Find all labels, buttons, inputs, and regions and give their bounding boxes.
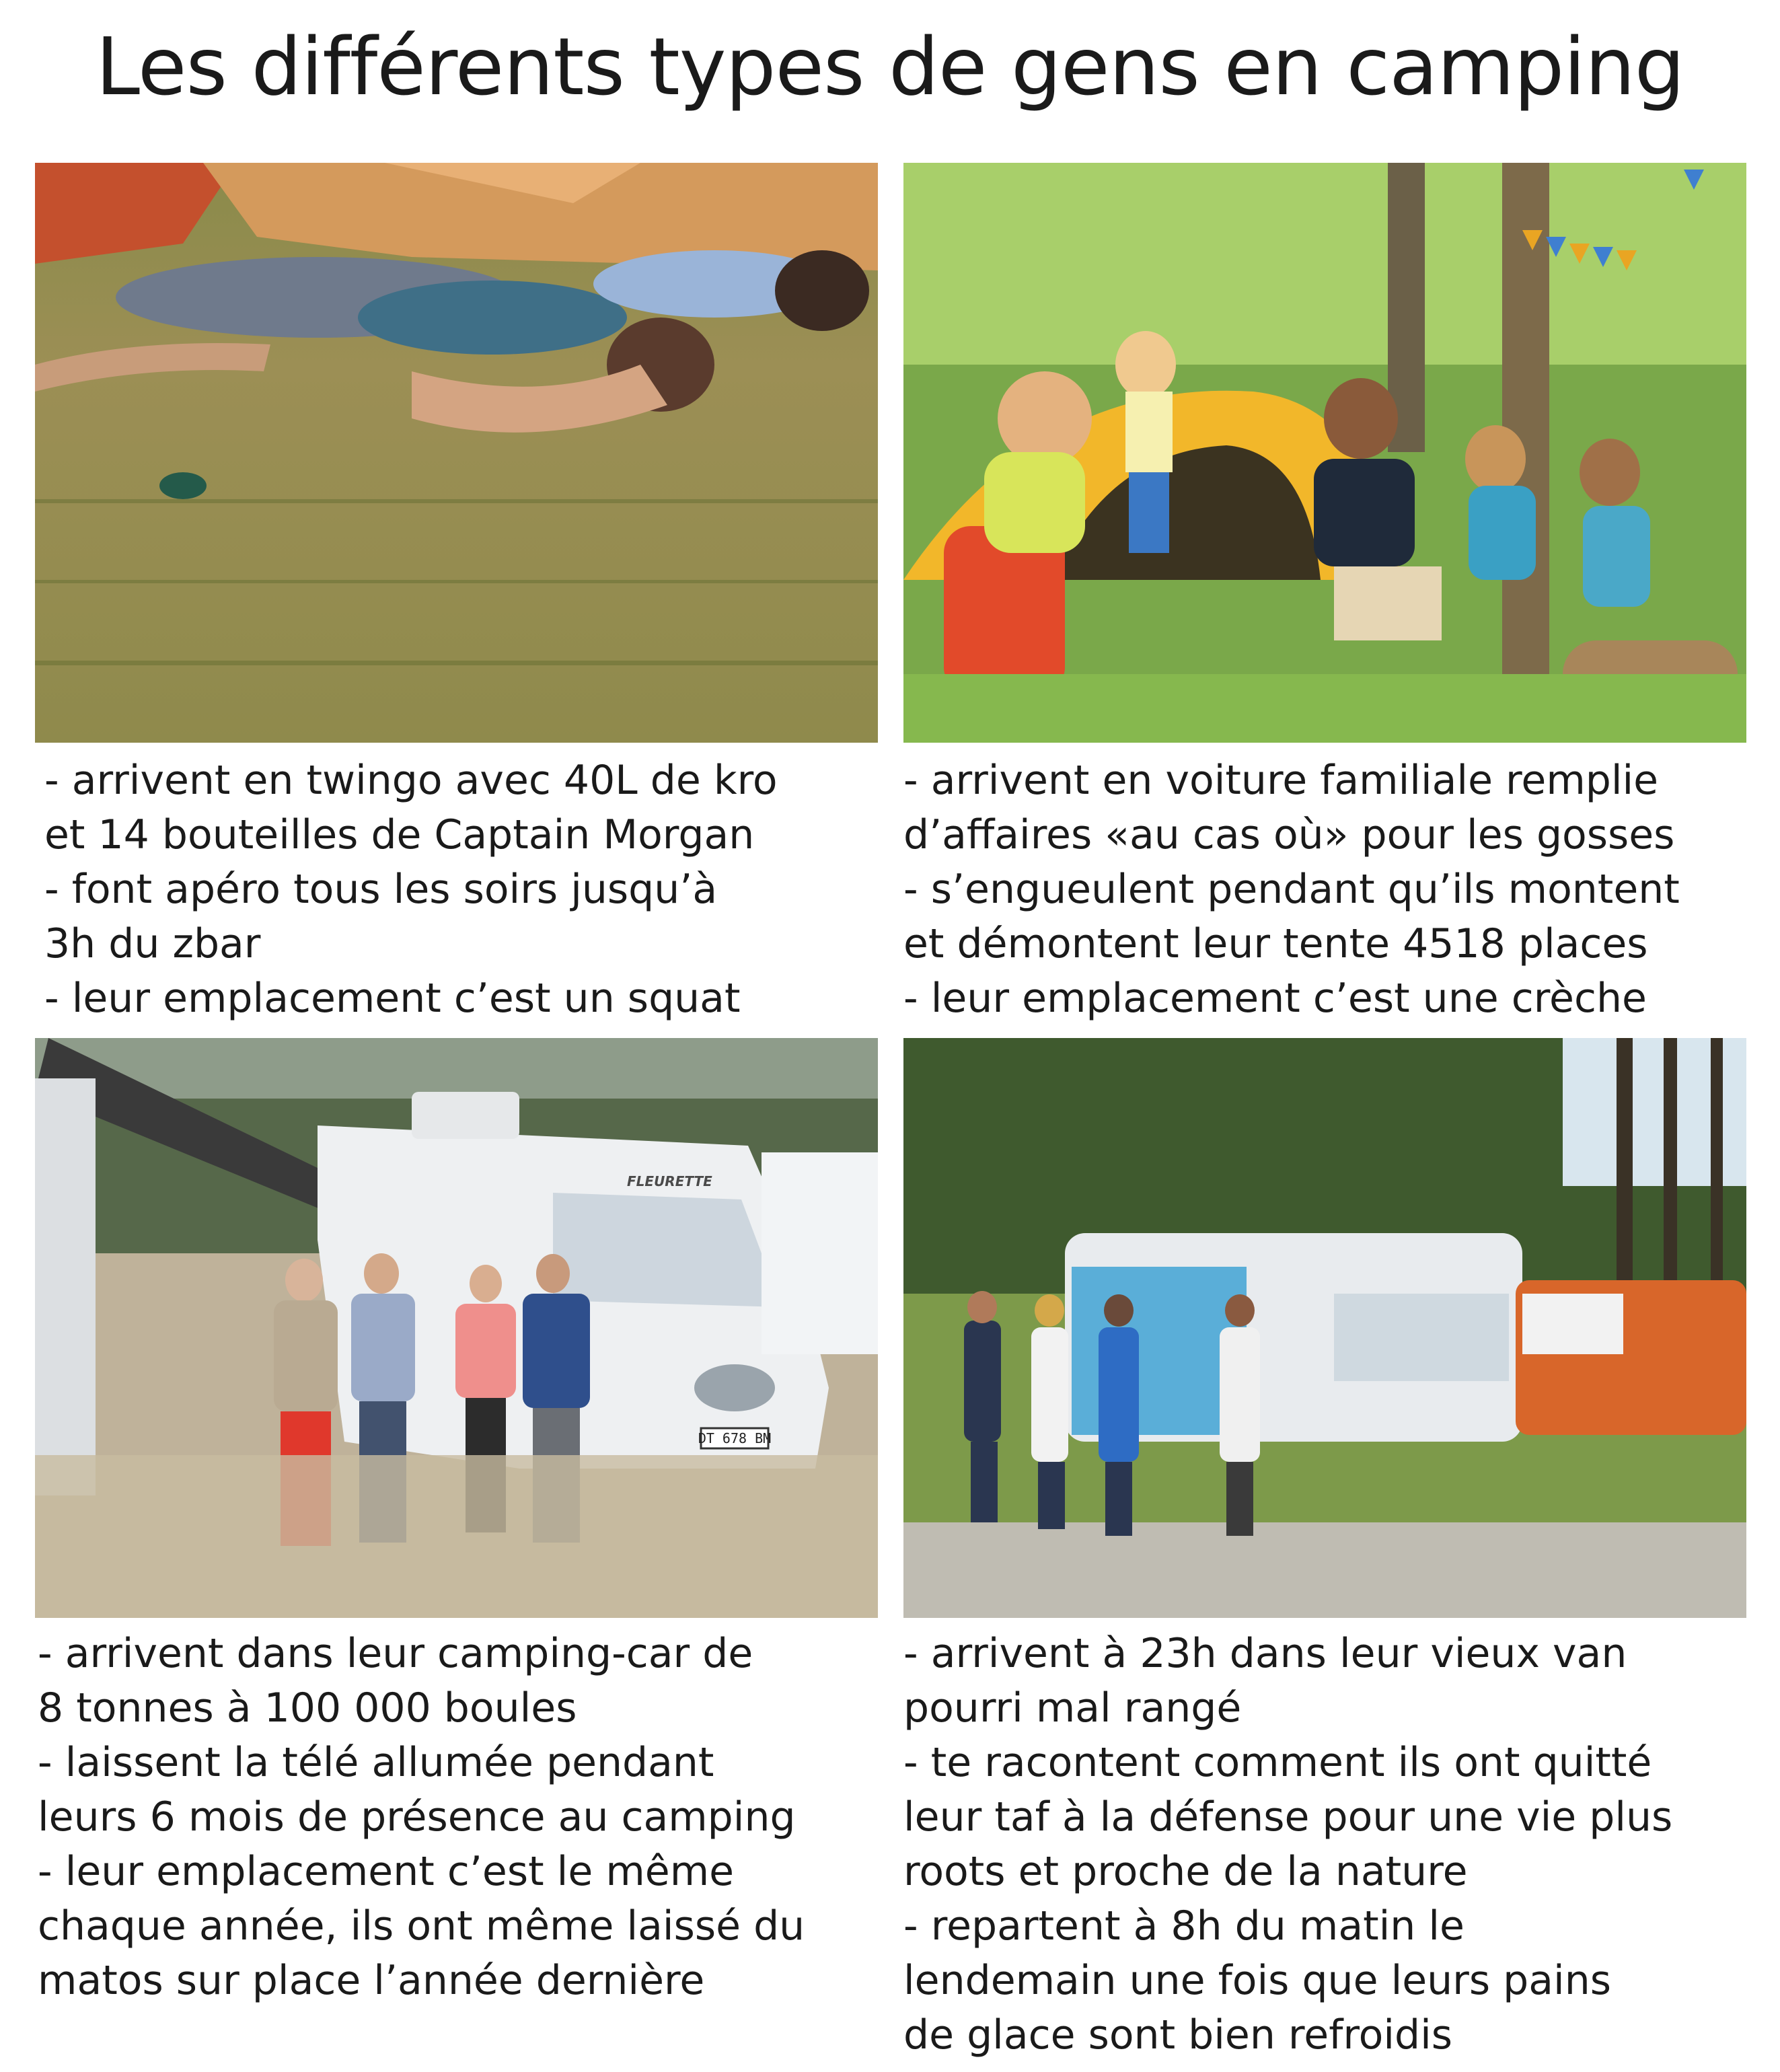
caption-line: 8 tonnes à 100 000 boules [38, 1685, 577, 1732]
camping-car-brand-text: FLEURETTE [627, 1173, 712, 1189]
caption-line: et démontent leur tente 4518 places [903, 920, 1648, 967]
drunk-young-campers-photo [35, 163, 878, 743]
caption-line: leur taf à la défense pour une vie plus [903, 1793, 1673, 1841]
caption-line: - leur emplacement c’est un squat [44, 975, 741, 1022]
old-van-hippies-photo [903, 1038, 1746, 1618]
caption-line: - te racontent comment ils ont quitté [903, 1739, 1652, 1786]
caption-family [903, 753, 1680, 1026]
caption-drunk-campers [44, 753, 778, 1026]
retirees-camping-car-photo [35, 1038, 878, 1618]
caption-line: - arrivent en twingo avec 40L de kro [44, 757, 778, 804]
caption-line: leurs 6 mois de présence au camping [38, 1793, 796, 1841]
caption-line: et 14 bouteilles de Captain Morgan [44, 811, 755, 858]
caption-line: de glace sont bien refroidis [903, 2011, 1453, 2059]
caption-line: - leur emplacement c’est le même [38, 1848, 735, 1895]
caption-line: - leur emplacement c’est une crèche [903, 975, 1647, 1022]
caption-line: d’affaires «au cas où» pour les gosses [903, 811, 1675, 858]
caption-retirees [38, 1627, 805, 2008]
caption-line: lendemain une fois que leurs pains [903, 1957, 1611, 2004]
caption-line: - arrivent en voiture familiale remplie [903, 757, 1659, 804]
family-tent-photo [903, 163, 1746, 743]
caption-van [903, 1627, 1672, 2063]
caption-line: - font apéro tous les soirs jusqu’à [44, 866, 718, 913]
caption-line: pourri mal rangé [903, 1685, 1242, 1732]
caption-line: roots et proche de la nature [903, 1848, 1468, 1895]
caption-line: - arrivent à 23h dans leur vieux van [903, 1630, 1627, 1677]
caption-line: - s’engueulent pendant qu’ils montent [903, 866, 1680, 913]
license-plate-text: DT 678 BM [698, 1430, 772, 1446]
caption-line: chaque année, ils ont même laissé du [38, 1902, 805, 1950]
caption-line: 3h du zbar [44, 920, 261, 967]
caption-line: matos sur place l’année dernière [38, 1957, 705, 2004]
caption-line: - repartent à 8h du matin le [903, 1902, 1464, 1950]
caption-line: - laissent la télé allumée pendant [38, 1739, 714, 1786]
caption-line: - arrivent dans leur camping-car de [38, 1630, 753, 1677]
page-title: Les différents types de gens en camping [96, 20, 1684, 113]
